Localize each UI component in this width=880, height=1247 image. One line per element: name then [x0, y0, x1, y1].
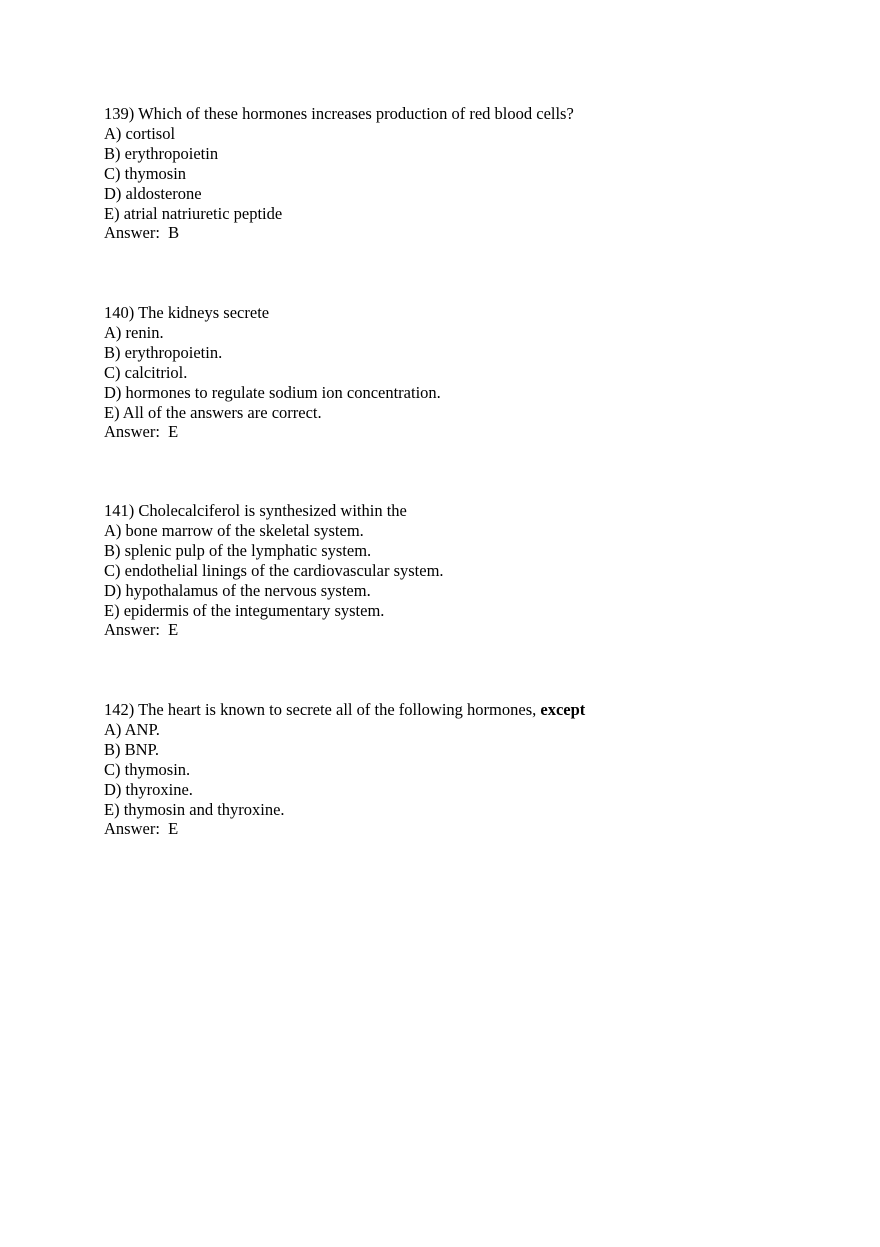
answer-option-c: C) endothelial linings of the cardiovascular system. [104, 560, 444, 580]
question-prompt: 140) The kidneys secrete [104, 303, 270, 322]
question-140 [104, 303, 441, 442]
question-prompt [104, 700, 585, 720]
answer-option-b: B) splenic pulp of the lymphatic system. [104, 540, 372, 560]
answer-option-b: B) erythropoietin. [104, 342, 223, 362]
correct-answer: Answer: E [104, 422, 179, 442]
question-prompt: 139) Which of these hormones increases production of red blood cells? [104, 104, 574, 123]
question-prompt: 141) Cholecalciferol is synthesized within the [104, 501, 407, 520]
answer-option-d: D) thyroxine. [104, 779, 193, 799]
answer-option-a: A) bone marrow of the skeletal system. [104, 520, 364, 540]
answer-option-a: A) renin. [104, 322, 164, 342]
correct-answer: Answer: E [104, 819, 179, 839]
answer-option-b: B) BNP. [104, 739, 160, 759]
answer-option-b: B) erythropoietin [104, 143, 219, 163]
question-prompt-emphasis: except [540, 700, 586, 719]
answer-option-a: A) ANP. [104, 719, 160, 739]
question-142 [104, 700, 585, 839]
answer-option-c: C) calcitriol. [104, 362, 188, 382]
answer-option-a: A) cortisol [104, 123, 176, 143]
answer-option-c: C) thymosin. [104, 759, 191, 779]
question-prompt-text: 142) The heart is known to secrete all of the following hormones, [104, 700, 537, 719]
question-141 [104, 501, 444, 640]
answer-option-e: E) atrial natriuretic peptide [104, 203, 283, 223]
answer-option-e: E) All of the answers are correct. [104, 402, 322, 422]
answer-option-d: D) aldosterone [104, 183, 202, 203]
answer-option-d: D) hormones to regulate sodium ion concentration. [104, 382, 441, 402]
answer-option-d: D) hypothalamus of the nervous system. [104, 580, 371, 600]
answer-option-e: E) thymosin and thyroxine. [104, 799, 285, 819]
correct-answer: Answer: E [104, 620, 179, 640]
correct-answer: Answer: B [104, 223, 180, 243]
answer-option-c: C) thymosin [104, 163, 187, 183]
answer-option-e: E) epidermis of the integumentary system. [104, 600, 385, 620]
question-139 [104, 104, 574, 243]
